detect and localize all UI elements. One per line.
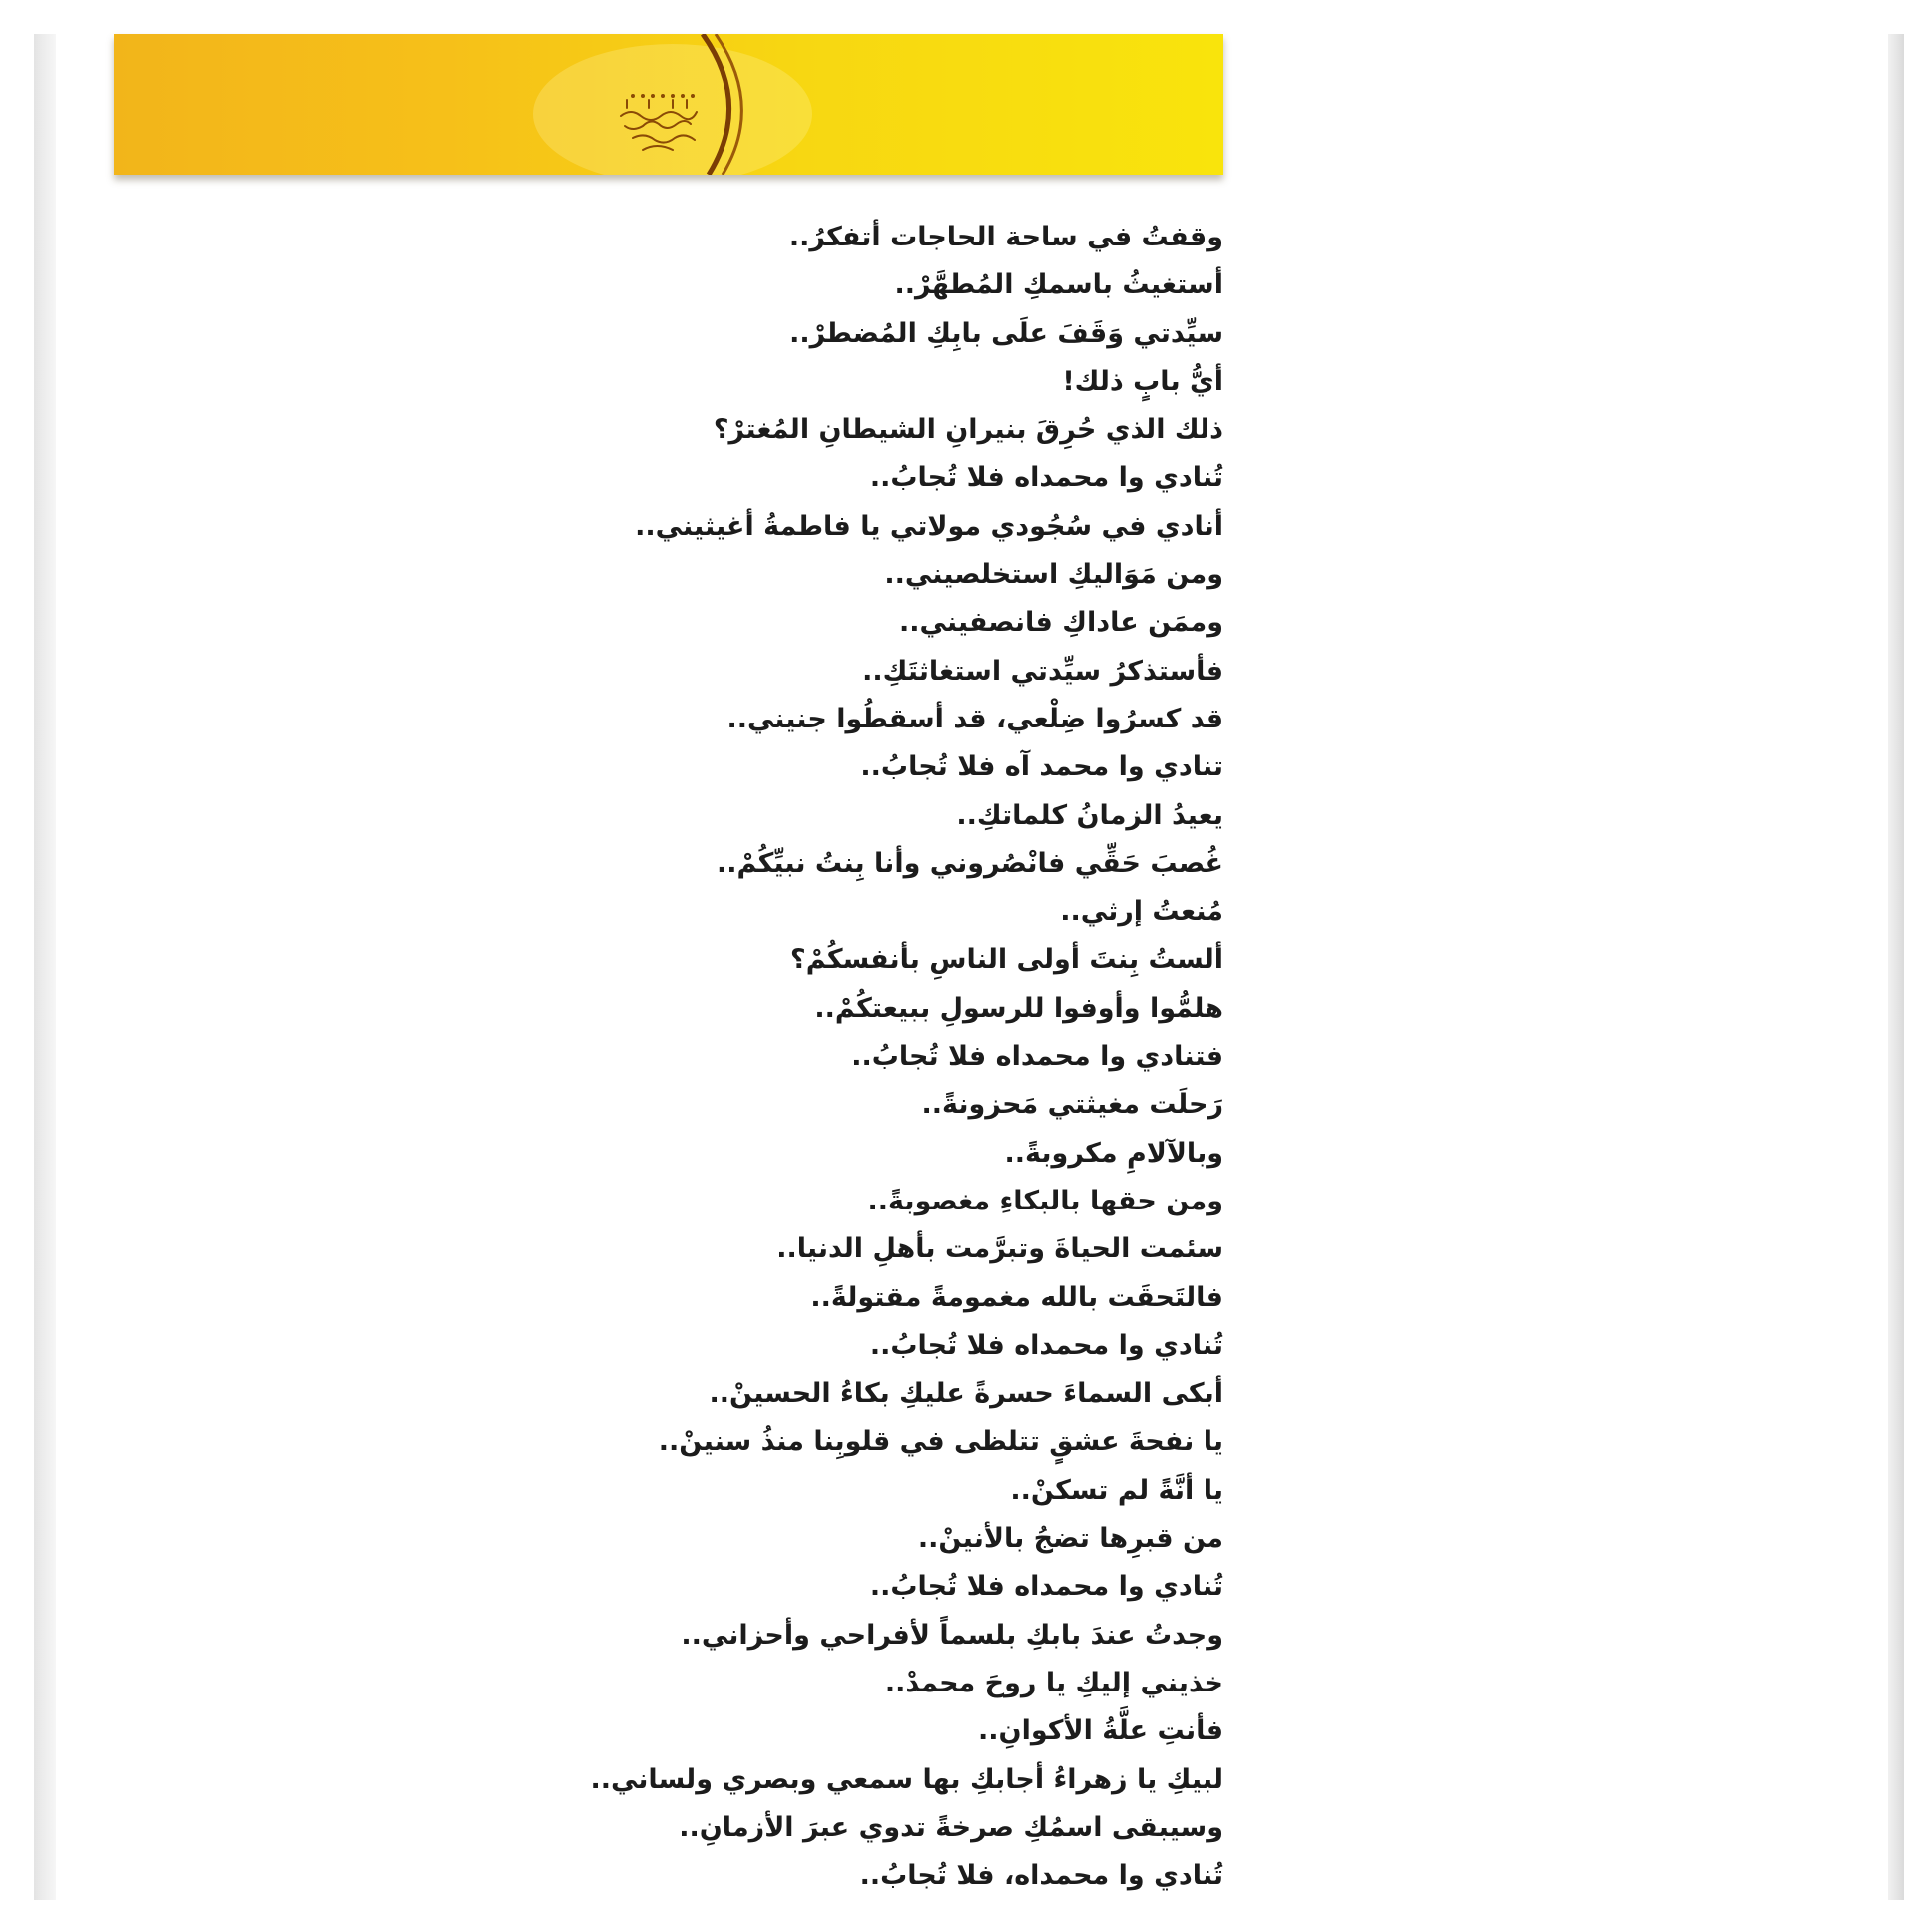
- poem-line: تنادي وا محمد آه فلا تُجابُ..: [860, 751, 1223, 783]
- poem-line: من قبرِها تضجُ بالأنينْ..: [917, 1523, 1223, 1555]
- poem-line: رَحلَت مغيثتي مَحزونةً..: [921, 1089, 1223, 1121]
- poem-line: خذيني إليكِ يا روحَ محمدْ..: [884, 1667, 1223, 1698]
- poem-line: سيِّدتي وَقَفَ علَى بابِكِ المُضطرْ..: [789, 317, 1223, 349]
- poem-line: وبالآلامِ مكروبةً..: [1004, 1137, 1223, 1169]
- poem-line: وقفتُ في ساحة الحاجات أتفكرُ..: [788, 222, 1223, 252]
- poem-line: يا نفحةَ عشقٍ تتلظى في قلوبِنا منذُ سنينْ..: [658, 1426, 1223, 1458]
- poem-line: هلمُّوا وأوفوا للرسولِ ببيعتكُمْ..: [814, 992, 1223, 1024]
- poem-text: [559, 214, 1223, 1900]
- poem-line: فالتَحقَت بالله مغمومةً مقتولةً..: [810, 1281, 1223, 1313]
- page-frame-right: [1888, 34, 1904, 1900]
- poem-line: ذلك الذي حُرِقَ بنيرانِ الشيطانِ المُغترْ؟: [713, 414, 1223, 446]
- poem-line: قد كسرُوا ضِلْعي، قد أسقطُوا جنيني..: [726, 703, 1223, 734]
- poem-line: يعيدُ الزمانُ كلماتكِ..: [956, 799, 1223, 831]
- header-banner: [114, 34, 1223, 175]
- poem-line: تُنادي وا محمداه فلا تُجابُ..: [869, 462, 1223, 494]
- calligraphy-emblem: [114, 34, 1223, 175]
- poem-line: فأنتِ علَّةُ الأكوانِ..: [978, 1715, 1223, 1747]
- poem-line: تُنادي وا محمداه فلا تُجابُ..: [869, 1571, 1223, 1603]
- poem-line: أنادي في سُجُودي مولاتي يا فاطمةُ أغيثيني..: [635, 510, 1223, 542]
- poem-line: تُنادي وا محمداه، فلا تُجابُ..: [859, 1860, 1223, 1892]
- poem-line: لبيكِ يا زهراءُ أجابكِ بها سمعي وبصري ولساني..: [590, 1763, 1223, 1795]
- poem-line: فتنادي وا محمداه فلا تُجابُ..: [851, 1041, 1223, 1073]
- poem-line: ومن مَوَاليكِ استخلصيني..: [884, 559, 1223, 591]
- poem-line: يا أنَّةً لم تسكنْ..: [1010, 1474, 1223, 1506]
- poem-line: فأستذكرُ سيِّدتي استغاثتَكِ..: [862, 655, 1223, 687]
- page-frame-left: [34, 34, 56, 1900]
- poem-line: مُنعتُ إرثي..: [1060, 896, 1223, 928]
- poem-line: وجدتُ عندَ بابكِ بلسماً لأفراحي وأحزاني..: [681, 1619, 1223, 1651]
- poem-line: أبكى السماءَ حسرةً عليكِ بكاءُ الحسينْ..: [709, 1378, 1223, 1410]
- poem-line: ألستُ بِنتَ أولى الناسِ بأنفسكُمْ؟: [790, 944, 1223, 976]
- poem-line: وممَن عاداكِ فانصفيني..: [898, 607, 1223, 639]
- poem-line: أيُّ بابٍ ذلك!: [1062, 365, 1223, 397]
- poem-line: غُصبَ حَقِّي فانْصُروني وأنا بِنتُ نبيِّكُمْ..: [716, 847, 1223, 879]
- poem-line: تُنادي وا محمداه فلا تُجابُ..: [869, 1329, 1223, 1361]
- poem-line: أستغيثُ باسمكِ المُطهَّرْ..: [894, 269, 1223, 301]
- poem-line: وسيبقى اسمُكِ صرخةً تدوي عبرَ الأزمانِ..: [679, 1811, 1223, 1843]
- poem-line: ومن حقها بالبكاءِ مغصوبةً..: [867, 1185, 1223, 1216]
- poem-line: سئمت الحياةَ وتبرَّمت بأهلِ الدنيا..: [776, 1233, 1223, 1265]
